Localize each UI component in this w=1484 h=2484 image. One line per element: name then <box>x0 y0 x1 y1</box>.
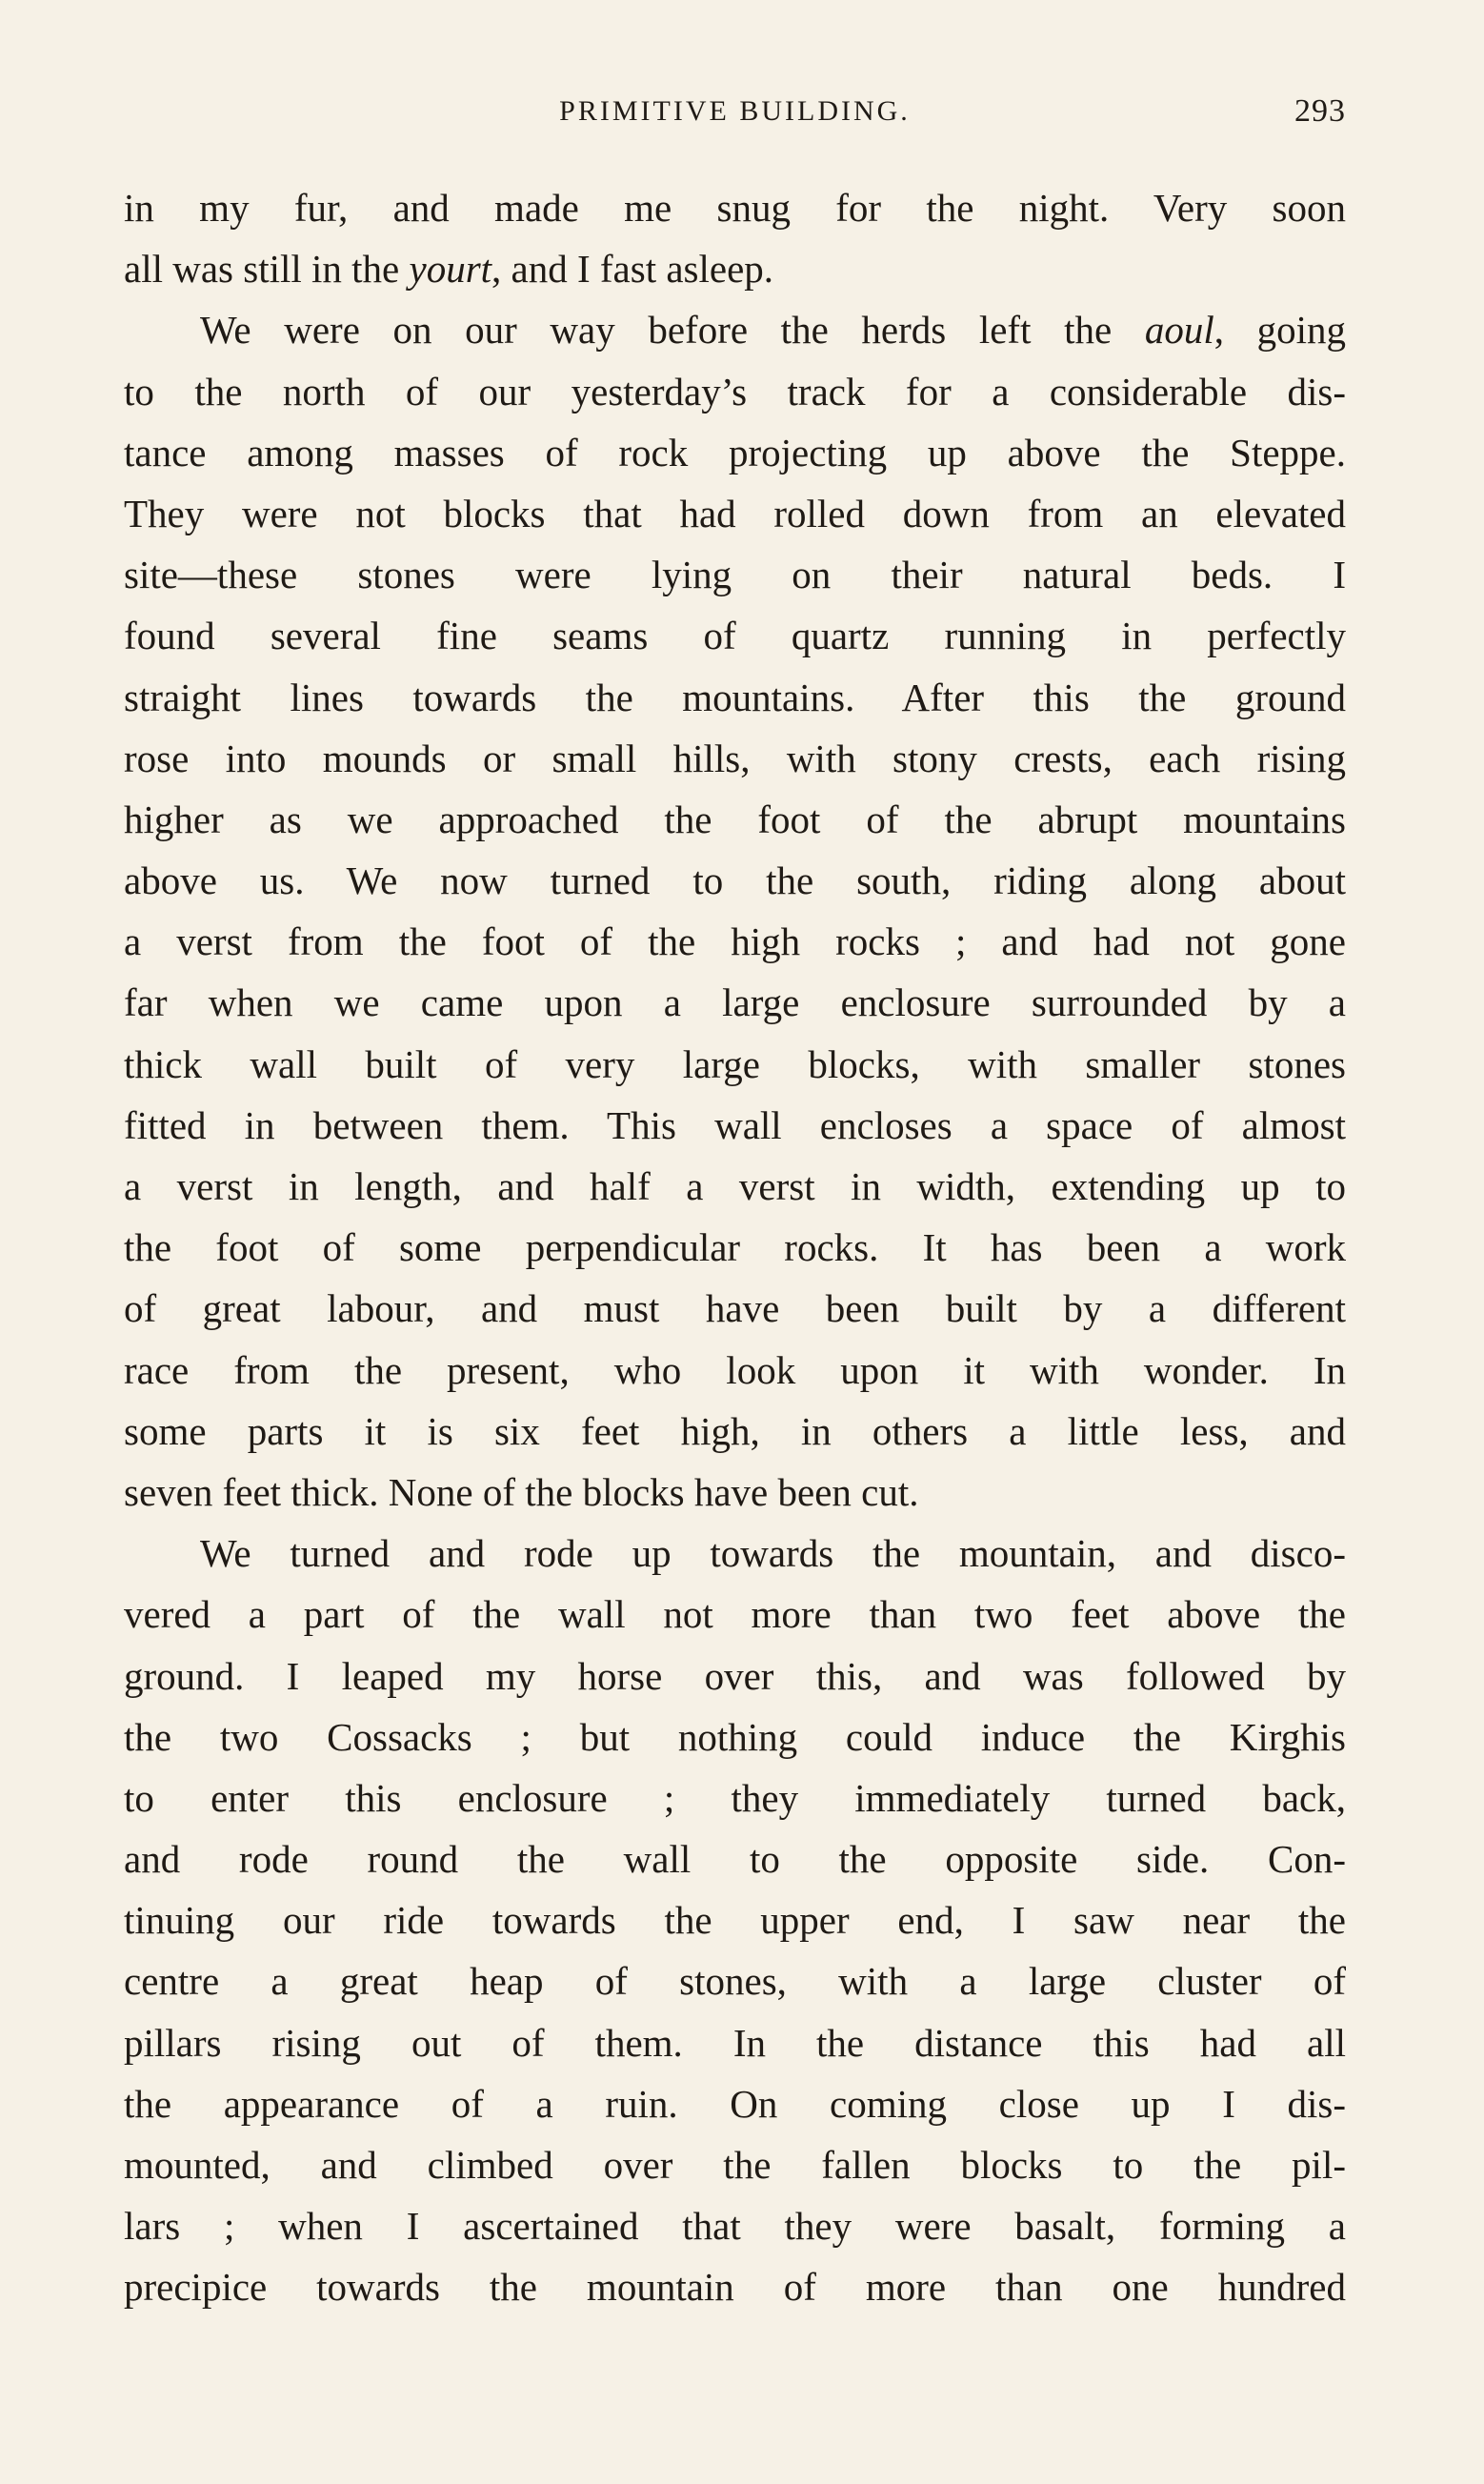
text-line: rose into mounds or small hills, with stony crests, each rising <box>124 736 1346 780</box>
text-line: a verst in length, and half a verst in width, extending up to <box>124 1164 1346 1208</box>
page-number: 293 <box>1294 93 1346 129</box>
body-text <box>124 177 1346 2318</box>
text-segment: , going <box>1213 308 1346 353</box>
text-line: the appearance of a ruin. On coming close up I dis- <box>124 2081 1346 2126</box>
text-line: higher as we approached the foot of the abrupt mountains <box>124 797 1346 841</box>
text-line: precipice towards the mountain of more than one hundred <box>124 2265 1346 2310</box>
text-line: to the north of our yesterday’s track for a considerable dis- <box>124 369 1346 414</box>
text-line <box>124 238 1346 299</box>
text-line: in my fur, and made me snug for the night. Very soon <box>124 186 1346 230</box>
text-segment: all was still in the <box>124 247 410 292</box>
text-segment: We were on our way before the herds left the <box>200 308 1145 353</box>
italic-word: yourt <box>409 247 492 292</box>
text-line: race from the present, who look upon it with wonder. In <box>124 1347 1346 1392</box>
text-line: and rode round the wall to the opposite side. Con- <box>124 1837 1346 1882</box>
running-head <box>124 88 1346 135</box>
text-line <box>124 299 1346 360</box>
text-line: lars ; when I ascertained that they were basalt, forming a <box>124 2204 1346 2249</box>
italic-word: aoul <box>1144 308 1214 353</box>
text-line: above us. We now turned to the south, riding along about <box>124 858 1346 903</box>
text-line: thick wall built of very large blocks, with smaller stones <box>124 1041 1346 1086</box>
text-line: some parts it is six feet high, in others a little less, and <box>124 1408 1346 1453</box>
text-line: We turned and rode up towards the mountain, and disco- <box>200 1531 1346 1576</box>
text-line: of great labour, and must have been built by a different <box>124 1286 1346 1331</box>
text-line: seven feet thick. None of the blocks have been cut. <box>124 1469 919 1514</box>
text-line: site—these stones were lying on their natural beds. I <box>124 553 1346 597</box>
text-line: straight lines towards the mountains. After this the ground <box>124 675 1346 719</box>
running-title: PRIMITIVE BUILDING. <box>559 95 911 127</box>
text-line: fitted in between them. This wall encloses a space of almost <box>124 1102 1346 1147</box>
text-line: pillars rising out of them. In the distance this had all <box>124 2020 1346 2065</box>
text-line: mounted, and climbed over the fallen blocks to the pil- <box>124 2143 1346 2187</box>
text-line: vered a part of the wall not more than two feet above the <box>124 1592 1346 1637</box>
text-line: ground. I leaped my horse over this, and was followed by <box>124 1653 1346 1698</box>
text-line: found several fine seams of quartz running in perfectly <box>124 614 1346 658</box>
text-line: a verst from the foot of the high rocks ; and had not gone <box>124 919 1346 964</box>
text-segment: , and I fast asleep. <box>491 247 774 292</box>
text-line: to enter this enclosure ; they immediately turned back, <box>124 1775 1346 1820</box>
text-line: tance among masses of rock projecting up above the Steppe. <box>124 430 1346 475</box>
text-line: far when we came upon a large enclosure surrounded by a <box>124 980 1346 1025</box>
text-line: the two Cossacks ; but nothing could induce the Kirghis <box>124 1714 1346 1759</box>
text-line: tinuing our ride towards the upper end, I saw near the <box>124 1898 1346 1943</box>
text-line: centre a great heap of stones, with a large cluster of <box>124 1959 1346 2004</box>
text-line: They were not blocks that had rolled down from an elevated <box>124 491 1346 535</box>
text-line: the foot of some perpendicular rocks. It has been a work <box>124 1225 1346 1270</box>
